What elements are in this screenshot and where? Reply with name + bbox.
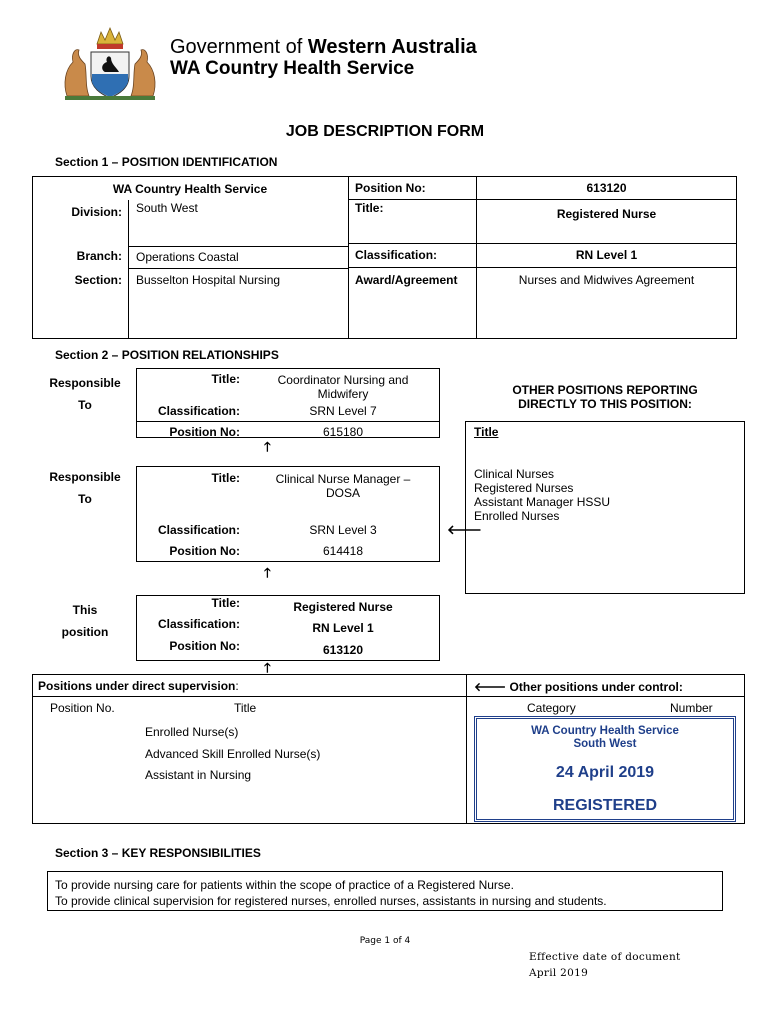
this-position-label: [38, 599, 132, 643]
other-heading-line1: OTHER POSITIONS REPORTING: [512, 383, 698, 397]
this-text: This: [72, 603, 98, 617]
list-item: Advanced Skill Enrolled Nurse(s): [145, 746, 321, 761]
section2-heading: Section 2 – POSITION RELATIONSHIPS: [55, 348, 279, 362]
branch-label: Branch:: [76, 249, 122, 263]
section-value: Busselton Hospital Nursing: [136, 273, 281, 287]
box1-title-label: Title:: [211, 372, 240, 386]
box2-title-line2: DOSA: [325, 486, 360, 500]
arrow-up-icon: 🡑: [264, 439, 271, 454]
other-positions-list: [474, 467, 610, 523]
award-value: Nurses and Midwives Agreement: [518, 273, 695, 287]
position-no-value: 613120: [586, 181, 627, 195]
box1-title-line1: Coordinator Nursing and: [277, 373, 409, 387]
other-control-heading-text: Other positions under control:: [509, 680, 683, 694]
supervision-heading: [38, 679, 239, 693]
other-control-heading: [474, 679, 683, 694]
stamp-status: REGISTERED: [552, 797, 657, 814]
arrow-up-icon: 🡑: [264, 660, 271, 675]
section1-heading: Section 1 – POSITION IDENTIFICATION: [55, 155, 278, 169]
list-item: Assistant Manager HSSU: [474, 495, 611, 509]
box2-title-line1: Clinical Nurse Manager –: [275, 472, 411, 486]
box3-position-no-label: Position No:: [169, 639, 240, 653]
responsible-text: Responsible: [49, 376, 121, 390]
title-label: Title:: [355, 201, 384, 215]
box1-title-line2: Midwifery: [317, 387, 369, 401]
list-item: Enrolled Nurse(s): [145, 725, 239, 739]
col-position-no: Position No.: [50, 701, 115, 715]
effective-date-label: Effective date of document: [529, 951, 681, 963]
box2-classification-label: Classification:: [157, 523, 240, 537]
registered-stamp: [474, 716, 736, 822]
other-positions-title-col: Title: [474, 425, 499, 439]
box1-position-no-label: Position No:: [169, 425, 240, 439]
supervision-heading-text: Positions under direct supervision: [38, 679, 236, 693]
col-title: Title: [234, 701, 257, 715]
list-item: Clinical Nurses: [474, 467, 555, 481]
division-value: South West: [136, 201, 198, 215]
to-text: To: [78, 398, 92, 412]
box2-classification-value: SRN Level 3: [309, 523, 377, 537]
section3-heading: Section 3 – KEY RESPONSIBILITIES: [55, 846, 261, 860]
position-no-label: Position No:: [355, 181, 426, 195]
box3-classification-label: Classification:: [157, 617, 240, 631]
arrow-left-icon: 🡐: [474, 680, 507, 694]
org-name-cell: WA Country Health Service: [112, 182, 268, 196]
division-label: Division:: [71, 205, 122, 219]
list-item: Enrolled Nurses: [474, 509, 560, 523]
effective-date-value: April 2019: [529, 967, 589, 979]
box3-title-value: Registered Nurse: [293, 600, 393, 614]
to-text: To: [78, 492, 92, 506]
box2-title-value: [250, 472, 436, 500]
org-name-line1: [170, 36, 477, 59]
classification-label: Classification:: [355, 248, 438, 262]
branch-value: Operations Coastal: [136, 250, 239, 264]
stamp-region: South West: [573, 738, 637, 750]
box2-position-no-value: 614418: [322, 544, 364, 558]
list-item: Registered Nurses: [474, 481, 574, 495]
page-number: Page 1 of 4: [359, 936, 411, 946]
stamp-org: WA Country Health Service: [531, 725, 679, 737]
org-name-line2: WA Country Health Service: [170, 58, 415, 79]
responsible-label-2: [38, 466, 132, 510]
responsible-text: Responsible: [49, 470, 121, 484]
crest-logo: [55, 24, 165, 102]
form-title: JOB DESCRIPTION FORM: [285, 123, 485, 140]
org-name-regular: Government of: [170, 36, 308, 58]
box1-classification-value: SRN Level 7: [309, 404, 377, 418]
org-name-bold: Western Australia: [307, 36, 477, 58]
arrow-up-icon: 🡑: [264, 565, 271, 580]
responsibility-line: To provide clinical supervision for registered nurses, enrolled nurses, assistants in nursing and students.: [55, 894, 607, 908]
position-text: position: [61, 625, 109, 639]
section-label: Section:: [74, 273, 122, 287]
title-value: Registered Nurse: [556, 207, 657, 221]
list-item: Assistant in Nursing: [145, 768, 252, 782]
other-positions-heading: [470, 383, 740, 411]
supervision-heading-colon: :: [235, 679, 239, 693]
box1-classification-label: Classification:: [157, 404, 240, 418]
box3-classification-value: RN Level 1: [312, 621, 374, 635]
box2-title-label: Title:: [211, 471, 240, 485]
box1-title-value: [250, 373, 436, 401]
responsible-label-1: [38, 372, 132, 416]
col-category: Category: [527, 701, 576, 715]
arrow-left-icon: 🡐: [447, 522, 482, 537]
classification-value: RN Level 1: [575, 248, 638, 262]
box3-title-label: Title:: [211, 596, 240, 610]
stamp-date: 24 April 2019: [555, 764, 655, 781]
box2-position-no-label: Position No:: [169, 544, 240, 558]
key-responsibilities-text: [55, 877, 607, 909]
supervised-list: [145, 722, 320, 787]
box3-position-no-value: 613120: [322, 643, 364, 657]
responsibility-line: To provide nursing care for patients within the scope of practice of a Registered Nurse.: [55, 878, 514, 892]
box1-position-no-value: 615180: [322, 425, 364, 439]
award-label: Award/Agreement: [355, 273, 458, 287]
other-heading-line2: DIRECTLY TO THIS POSITION:: [518, 397, 692, 411]
col-number: Number: [670, 701, 713, 715]
